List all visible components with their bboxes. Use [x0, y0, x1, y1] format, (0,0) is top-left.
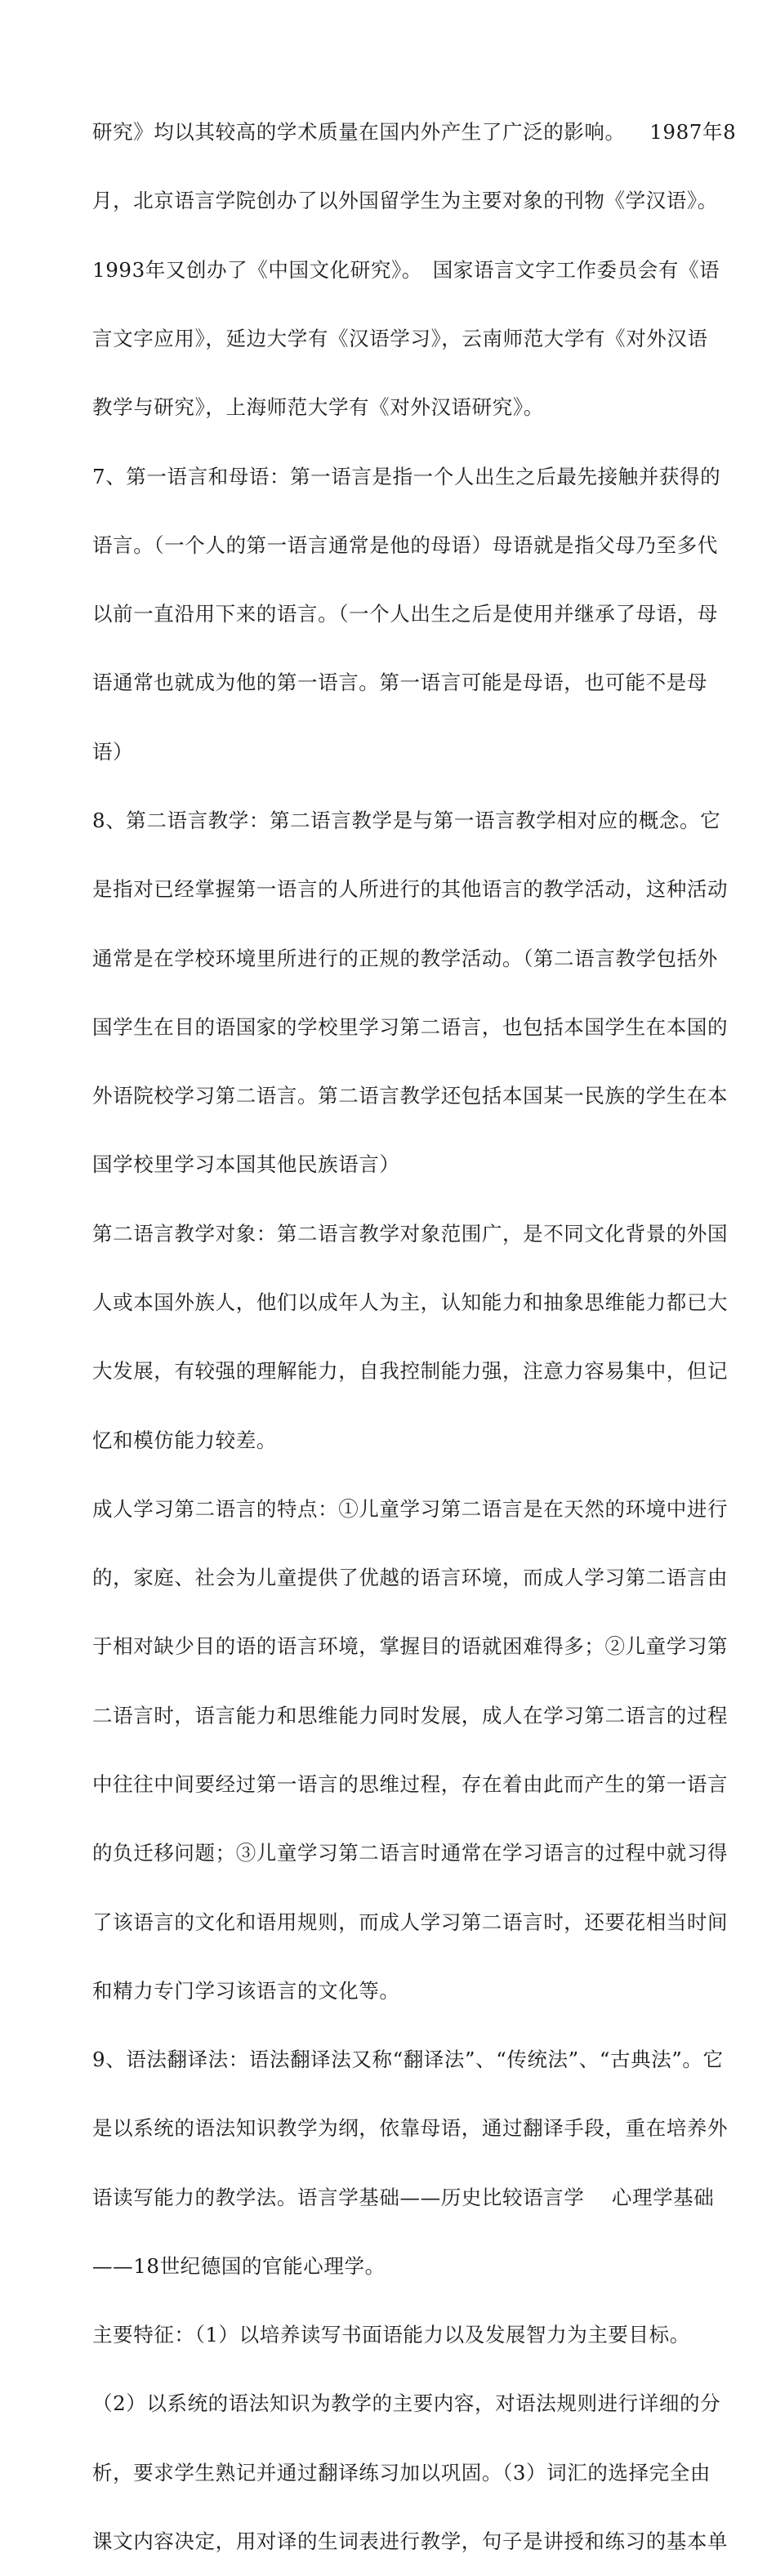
section-9-heading-line: 9、语法翻译法：语法翻译法又称“翻译法”、“传统法”、“古典法”。它 [92, 2048, 724, 2072]
text-line: 的，家庭、社会为儿童提供了优越的语言环境，而成人学习第二语言由 [92, 1566, 729, 1590]
text-line: 通常是在学校环境里所进行的正规的教学活动。（第二语言教学包括外 [92, 946, 718, 970]
document-page [92, 75, 737, 2576]
text-line: ——18世纪德国的官能心理学。 [92, 2253, 386, 2278]
text-line: 言文字应用》，延边大学有《汉语学习》，云南师范大学有《对外汉语 [92, 327, 708, 351]
text-line: 1993年又创办了《中国文化研究》。 国家语言文字工作委员会有《语 [92, 257, 720, 282]
text-line: 二语言时，语言能力和思维能力同时发展，成人在学习第二语言的过程 [92, 1703, 729, 1727]
text-line: 人或本国外族人，他们以成年人为主，认知能力和抽象思维能力都已大 [92, 1290, 729, 1314]
text-line: 中往往中间要经过第一语言的思维过程，存在着由此而产生的第一语言 [92, 1772, 729, 1796]
adult-features-line: 成人学习第二语言的特点：①儿童学习第二语言是在天然的环境中进行 [92, 1496, 729, 1521]
text-line: 教学与研究》，上海师范大学有《对外汉语研究》。 [92, 395, 544, 420]
text-line: 的负迁移问题；③儿童学习第二语言时通常在学习语言的过程中就习得 [92, 1841, 729, 1865]
text-line: 是指对已经掌握第一语言的人所进行的其他语言的教学活动，这种活动 [92, 877, 729, 902]
main-features-line: 主要特征：（1）以培养读写书面语能力以及发展智力为主要目标。 [92, 2323, 690, 2347]
text-line: 研究》均以其较高的学术质量在国内外产生了广泛的影响。 1987年8 [92, 120, 737, 145]
text-line: 了该语言的文化和语用规则，而成人学习第二语言时，还要花相当时间 [92, 1910, 729, 1934]
text-line: 和精力专门学习该语言的文化等。 [92, 1978, 400, 2003]
text-line: 以前一直沿用下来的语言。（一个人出生之后是使用并继承了母语，母 [92, 602, 718, 626]
text-line: 语言。（一个人的第一语言通常是他的母语）母语就是指父母乃至多代 [92, 533, 718, 557]
text-line: 语读写能力的教学法。语言学基础——历史比较语言学 心理学基础 [92, 2185, 715, 2209]
teaching-target-line: 第二语言教学对象：第二语言教学对象范围广，是不同文化背景的外国 [92, 1221, 729, 1246]
text-line: 月，北京语言学院创办了以外国留学生为主要对象的刊物《学汉语》。 [92, 189, 718, 213]
text-line: 于相对缺少目的语的语言环境，掌握目的语就困难得多；②儿童学习第 [92, 1634, 729, 1659]
text-line: 忆和模仿能力较差。 [92, 1428, 277, 1452]
text-line: （2）以系统的语法知识为教学的主要内容，对语法规则进行详细的分 [92, 2391, 721, 2416]
text-line: 语通常也就成为他的第一语言。第一语言可能是母语，也可能不是母 [92, 671, 707, 695]
text-line: 大发展，有较强的理解能力，自我控制能力强，注意力容易集中，但记 [92, 1359, 729, 1384]
text-line: 是以系统的语法知识教学为纲，依靠母语，通过翻译手段，重在培养外 [92, 2116, 729, 2141]
text-line: 析，要求学生熟记并通过翻译练习加以巩固。（3）词汇的选择完全由 [92, 2460, 711, 2485]
section-7-heading-line: 7、第一语言和母语：第一语言是指一个人出生之后最先接触并获得的 [92, 464, 721, 488]
text-line: 国学校里学习本国其他民族语言） [92, 1152, 400, 1177]
text-line: 语） [92, 739, 134, 764]
text-line: 课文内容决定，用对译的生词表进行教学，句子是讲授和练习的基本单 [92, 2529, 729, 2554]
section-8-heading-line: 8、第二语言教学：第二语言教学是与第一语言教学相对应的概念。它 [92, 809, 721, 832]
text-line: 国学生在目的语国家的学校里学习第二语言，也包括本国学生在本国的 [92, 1014, 729, 1039]
text-line: 外语院校学习第二语言。第二语言教学还包括本国某一民族的学生在本 [92, 1084, 729, 1108]
